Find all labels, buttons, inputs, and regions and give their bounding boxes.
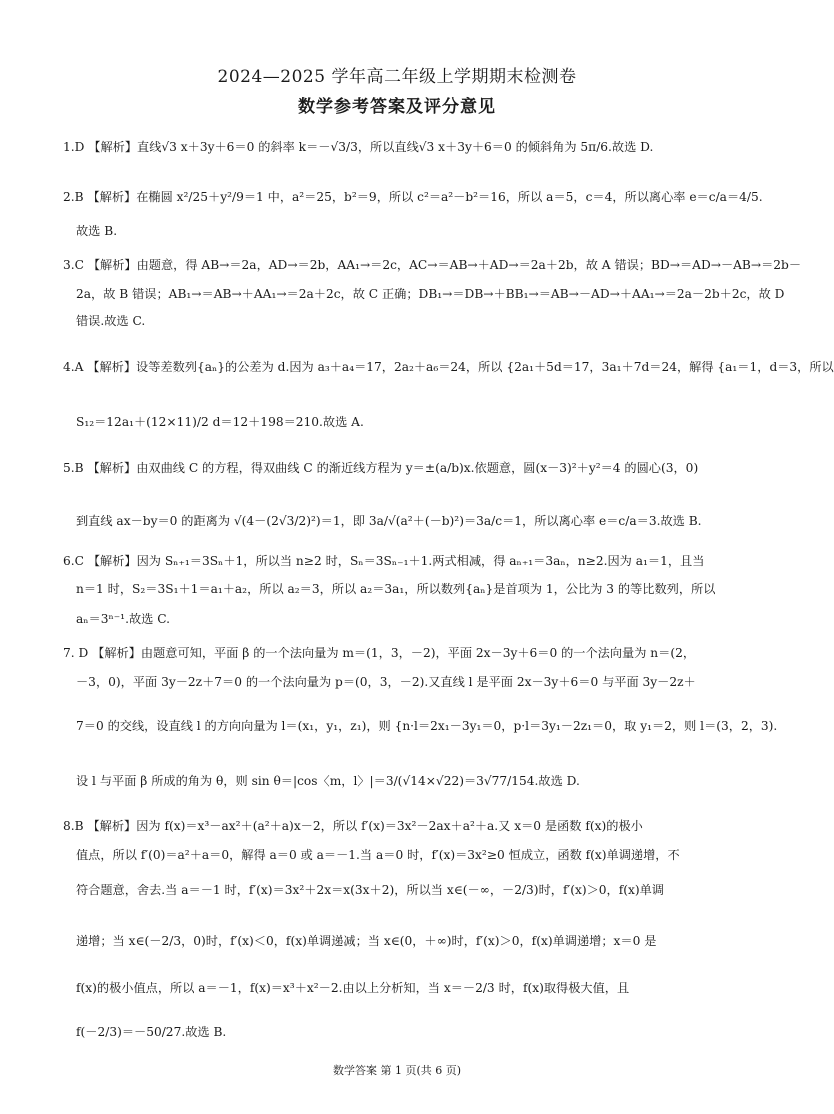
q3-line-2: 2a，故 B 错误；AB₁→＝AB→＋AA₁→＝2a＋2c，故 C 正确；DB₁→＝DB→＋BB₁→＝AB→－AD→＋AA₁→＝2a－2b＋2c，故 D xyxy=(76,287,785,301)
q5-line-1: 5.B 【解析】由双曲线 C 的方程，得双曲线 C 的渐近线方程为 y＝±(a/b)x.依题意，圆(x－3)²＋y²＝4 的圆心(3，0) xyxy=(63,461,699,475)
q4-line-2: S₁₂＝12a₁＋(12×11)/2 d＝12＋198＝210.故选 A. xyxy=(76,415,364,429)
q2-line-1: 2.B 【解析】在椭圆 x²/25＋y²/9＝1 中，a²＝25，b²＝9，所以 c²＝a²－b²＝16，所以 a＝5，c＝4，所以离心率 e＝c/a＝4/5. xyxy=(63,190,763,204)
q8-line-5: f(x)的极小值点，所以 a＝－1，f(x)＝x³＋x²－2.由以上分析知，当 x＝－2/3 时，f(x)取得极大值，且 xyxy=(76,981,630,995)
q7-line-4: 设 l 与平面 β 所成的角为 θ，则 sin θ＝|cos〈m，l〉|＝3/(√14×√22)＝3√77/154.故选 D. xyxy=(76,774,580,788)
q6-line-3: aₙ＝3ⁿ⁻¹.故选 C. xyxy=(76,612,170,626)
q3-line-3: 错误.故选 C. xyxy=(76,314,146,328)
q1-line-1: 1.D 【解析】直线√3 x＋3y＋6＝0 的斜率 k＝－√3/3，所以直线√3 x＋3y＋6＝0 的倾斜角为 5π/6.故选 D. xyxy=(63,140,654,154)
q8-line-1: 8.B 【解析】因为 f(x)＝x³－ax²＋(a²＋a)x－2，所以 f′(x)＝3x²－2ax＋a²＋a.又 x＝0 是函数 f(x)的极小 xyxy=(63,819,643,833)
answer-subtitle: 数学参考答案及评分意见 xyxy=(298,97,496,117)
page-footer: 数学答案 第 1 页(共 6 页) xyxy=(332,1064,462,1077)
q6-line-2: n＝1 时，S₂＝3S₁＋1＝a₁＋a₂，所以 a₂＝3，所以 a₂＝3a₁，所以数列{aₙ}是首项为 1，公比为 3 的等比数列，所以 xyxy=(76,582,716,596)
q6-line-1: 6.C 【解析】因为 Sₙ₊₁＝3Sₙ＋1，所以当 n≥2 时，Sₙ＝3Sₙ₋₁＋1.两式相减，得 aₙ₊₁＝3aₙ，n≥2.因为 a₁＝1，且当 xyxy=(63,554,705,568)
q3-line-1: 3.C 【解析】由题意，得 AB→＝2a，AD→＝2b，AA₁→＝2c，AC→＝AB→＋AD→＝2a＋2b，故 A 错误；BD→＝AD→－AB→＝2b－ xyxy=(63,258,802,272)
q4-line-1: 4.A 【解析】设等差数列{aₙ}的公差为 d.因为 a₃＋a₄＝17，2a₂＋a₆＝24，所以 {2a₁＋5d＝17，3a₁＋7d＝24，解得 {a₁＝1，d＝3，所以 xyxy=(63,360,834,374)
q2-line-2: 故选 B. xyxy=(76,224,118,238)
q7-line-2: －3，0)，平面 3y－2z＋7＝0 的一个法向量为 p＝(0，3，－2).又直线 l 是平面 2x－3y＋6＝0 与平面 3y－2z＋ xyxy=(76,675,696,689)
q7-line-3: 7＝0 的交线，设直线 l 的方向向量为 l＝(x₁，y₁，z₁)，则 {n·l＝2x₁－3y₁＝0，p·l＝3y₁－2z₁＝0，取 y₁＝2，则 l＝(3，2，3). xyxy=(76,719,778,733)
q8-line-3: 符合题意，舍去.当 a＝－1 时，f′(x)＝3x²＋2x＝x(3x＋2)，所以当 x∈(－∞，－2/3)时，f′(x)＞0，f(x)单调 xyxy=(76,883,664,897)
q7-line-1: 7. D 【解析】由题意可知，平面 β 的一个法向量为 m＝(1，3，－2)，平面 2x－3y＋6＝0 的一个法向量为 n＝(2， xyxy=(63,646,696,660)
q8-line-2: 值点，所以 f′(0)＝a²＋a＝0，解得 a＝0 或 a＝－1.当 a＝0 时，f′(x)＝3x²≥0 恒成立，函数 f(x)单调递增，不 xyxy=(76,848,680,862)
q8-line-4: 递增；当 x∈(－2/3，0)时，f′(x)＜0，f(x)单调递减；当 x∈(0，＋∞)时，f′(x)＞0，f(x)单调递增；x＝0 是 xyxy=(76,934,657,948)
q5-line-2: 到直线 ax－by＝0 的距离为 √(4－(2√3/2)²)＝1，即 3a/√(a²＋(－b)²)＝3a/c＝1，所以离心率 e＝c/a＝3.故选 B. xyxy=(76,514,702,528)
q8-line-6: f(－2/3)＝－50/27.故选 B. xyxy=(76,1025,227,1039)
exam-title: 2024—2025 学年高二年级上学期期末检测卷 xyxy=(217,67,577,87)
